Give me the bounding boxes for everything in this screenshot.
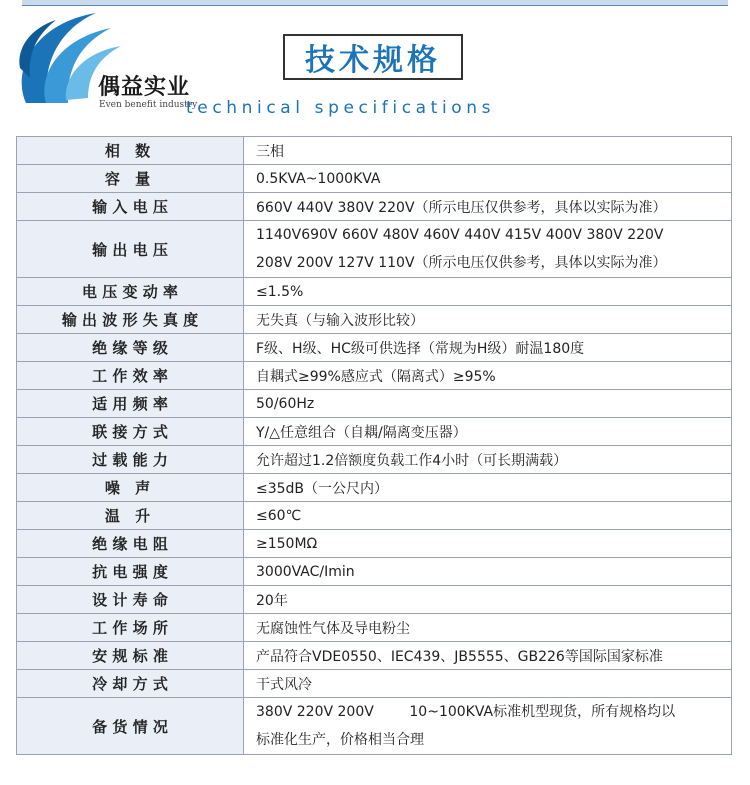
spec-label: 相 数 bbox=[17, 137, 244, 165]
table-row bbox=[17, 474, 732, 502]
spec-value: ≥150MΩ bbox=[244, 530, 732, 558]
spec-value: 干式风冷 bbox=[244, 670, 732, 698]
table-row bbox=[17, 165, 732, 193]
spec-label: 噪 声 bbox=[17, 474, 244, 502]
spec-table bbox=[16, 136, 732, 755]
spec-label: 输 出 波 形 失 真 度 bbox=[17, 306, 244, 334]
spec-value: 20年 bbox=[244, 586, 732, 614]
spec-value-line: 1140V690V 660V 480V 460V 440V 415V 400V 380V 220V bbox=[256, 227, 664, 243]
table-row bbox=[17, 221, 732, 278]
spec-label: 联 接 方 式 bbox=[17, 418, 244, 446]
spec-value: ≤1.5% bbox=[244, 278, 732, 306]
table-row bbox=[17, 698, 732, 755]
spec-label: 温 升 bbox=[17, 502, 244, 530]
spec-value: 50/60Hz bbox=[244, 390, 732, 418]
page-subtitle: technical specifications bbox=[186, 98, 496, 118]
table-row bbox=[17, 418, 732, 446]
spec-value-line: 380V 220V 200V 10~100KVA标准机型现货，所有规格均以 bbox=[256, 704, 676, 720]
table-row bbox=[17, 390, 732, 418]
table-row bbox=[17, 530, 732, 558]
spec-value: 660V 440V 380V 220V（所示电压仅供参考，具体以实际为准） bbox=[244, 193, 732, 221]
spec-label: 输 出 电 压 bbox=[17, 221, 244, 278]
table-row bbox=[17, 137, 732, 165]
spec-value: ≤35dB（一公尺内） bbox=[244, 474, 732, 502]
spec-label: 安 规 标 准 bbox=[17, 642, 244, 670]
spec-value: 无腐蚀性气体及导电粉尘 bbox=[244, 614, 732, 642]
brand-name-en: Even benefit industry bbox=[99, 100, 198, 110]
spec-label: 适 用 频 率 bbox=[17, 390, 244, 418]
table-row bbox=[17, 614, 732, 642]
spec-label: 绝 缘 等 级 bbox=[17, 334, 244, 362]
spec-label: 冷 却 方 式 bbox=[17, 670, 244, 698]
spec-value-line: 标准化生产，价格相当合理 bbox=[256, 732, 424, 748]
spec-label: 过 载 能 力 bbox=[17, 446, 244, 474]
table-row bbox=[17, 193, 732, 221]
table-row bbox=[17, 306, 732, 334]
spec-value: 允许超过1.2倍额度负载工作4小时（可长期满载） bbox=[244, 446, 732, 474]
spec-value: 无失真（与输入波形比较） bbox=[244, 306, 732, 334]
spec-value: 三相 bbox=[244, 137, 732, 165]
spec-value: Y/△任意组合（自耦/隔离变压器） bbox=[244, 418, 732, 446]
table-row bbox=[17, 362, 732, 390]
spec-label: 容 量 bbox=[17, 165, 244, 193]
table-row bbox=[17, 502, 732, 530]
table-row bbox=[17, 278, 732, 306]
spec-label: 备 货 情 况 bbox=[17, 698, 244, 755]
spec-label: 工 作 场 所 bbox=[17, 614, 244, 642]
company-logo bbox=[6, 8, 206, 118]
brand-name-cn: 偶益实业 bbox=[98, 75, 191, 100]
spec-value-line: 208V 200V 127V 110V（所示电压仅供参考，具体以实际为准） bbox=[256, 255, 667, 271]
spec-value bbox=[244, 221, 732, 278]
spec-value: F级、H级、HC级可供选择（常规为H级）耐温180度 bbox=[244, 334, 732, 362]
table-row bbox=[17, 558, 732, 586]
table-row bbox=[17, 586, 732, 614]
table-row bbox=[17, 670, 732, 698]
spec-value: 0.5KVA~1000KVA bbox=[244, 165, 732, 193]
table-row bbox=[17, 642, 732, 670]
spec-label: 工 作 效 率 bbox=[17, 362, 244, 390]
spec-value: 自耦式≥99%感应式（隔离式）≥95% bbox=[244, 362, 732, 390]
spec-value bbox=[244, 698, 732, 755]
spec-label: 电 压 变 动 率 bbox=[17, 278, 244, 306]
spec-label: 绝 缘 电 阻 bbox=[17, 530, 244, 558]
page-title-box bbox=[283, 34, 463, 80]
spec-label: 抗 电 强 度 bbox=[17, 558, 244, 586]
spec-value: 产品符合VDE0550、IEC439、JB5555、GB226等国际国家标准 bbox=[244, 642, 732, 670]
page-title: 技术规格 bbox=[305, 43, 441, 78]
table-row bbox=[17, 446, 732, 474]
spec-value: ≤60℃ bbox=[244, 502, 732, 530]
spec-label: 输 入 电 压 bbox=[17, 193, 244, 221]
spec-value: 3000VAC/Imin bbox=[244, 558, 732, 586]
top-divider bbox=[22, 0, 728, 6]
table-row bbox=[17, 334, 732, 362]
spec-label: 设 计 寿 命 bbox=[17, 586, 244, 614]
